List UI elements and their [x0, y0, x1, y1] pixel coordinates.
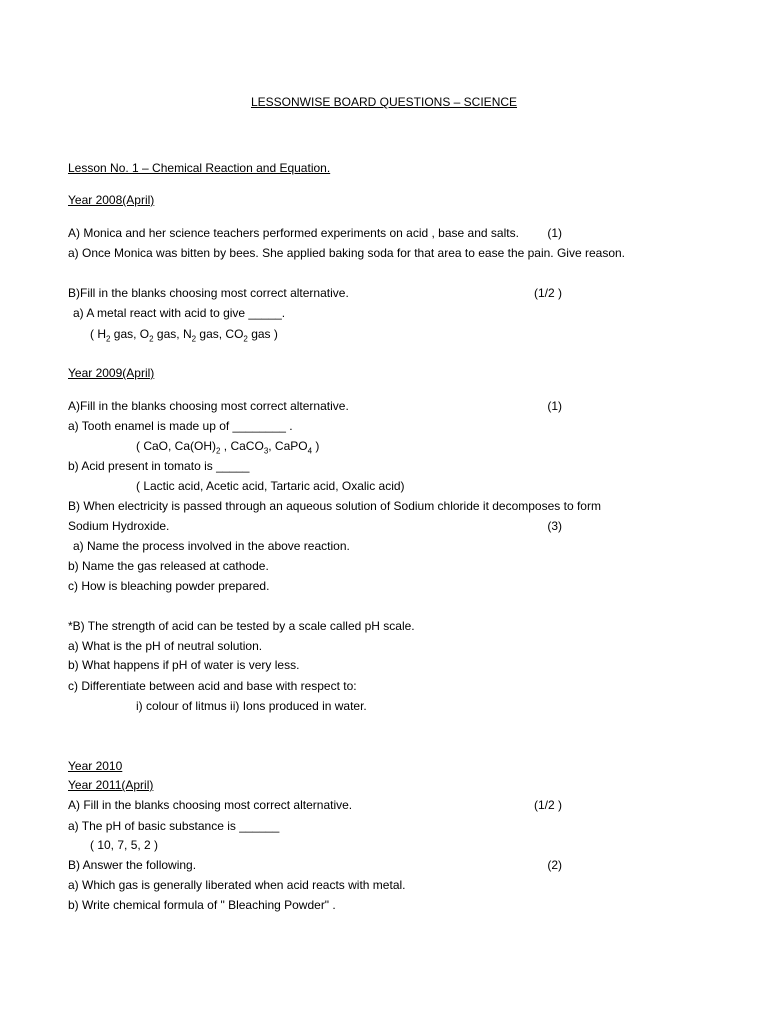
- marks-label: (3): [547, 519, 562, 533]
- page-title: LESSONWISE BOARD QUESTIONS – SCIENCE: [250, 95, 518, 109]
- question-line: [68, 517, 668, 535]
- lesson-heading: Lesson No. 1 – Chemical Reaction and Equation.: [68, 161, 331, 175]
- marks-label: (1): [547, 399, 562, 413]
- question-line: *B) The strength of acid can be tested by a scale called pH scale.: [68, 619, 415, 633]
- question-text: B)Fill in the blanks choosing most correct alternative.: [68, 286, 349, 300]
- year-2008-heading: Year 2008(April): [68, 193, 155, 207]
- options-line: ( 10, 7, 5, 2 ): [90, 838, 159, 852]
- marks-label: (1/2 ): [533, 798, 562, 812]
- question-text: A)Fill in the blanks choosing most correct alternative.: [68, 399, 349, 413]
- question-line: [68, 796, 668, 814]
- marks-label: (1/2 ): [533, 286, 562, 300]
- question-line: b) What happens if pH of water is very less.: [68, 658, 300, 672]
- marks-label: (2): [547, 858, 562, 872]
- question-line: b) Acid present in tomato is _____: [68, 459, 250, 473]
- question-line: c) How is bleaching powder prepared.: [68, 579, 270, 593]
- question-line: B) When electricity is passed through an aqueous solution of Sodium chloride it decomposes to form: [68, 499, 601, 513]
- year-2009-heading: Year 2009(April): [68, 366, 155, 380]
- question-line: a) Name the process involved in the above reaction.: [73, 539, 350, 553]
- question-text: B) Answer the following.: [68, 858, 197, 872]
- question-line: a) Tooth enamel is made up of ________ .: [68, 419, 293, 433]
- question-line: b) Write chemical formula of " Bleaching Powder" .: [68, 898, 336, 912]
- year-2011-heading: Year 2011(April): [68, 778, 154, 792]
- question-line: [68, 856, 668, 874]
- year-2010-heading: Year 2010: [68, 759, 123, 773]
- question-line: a) Which gas is generally liberated when acid reacts with metal.: [68, 878, 406, 892]
- question-line: a) The pH of basic substance is ______: [68, 819, 280, 833]
- marks-label: (1): [547, 226, 562, 240]
- question-text: A) Monica and her science teachers performed experiments on acid , base and salts.: [68, 226, 519, 240]
- options-line: ( CaO, $Ca(OH)_2$ , CaCO$_3$, CaPO$_4$ ): [136, 439, 320, 456]
- question-line: a) What is the pH of neutral solution.: [68, 639, 263, 653]
- question-text: A) Fill in the blanks choosing most correct alternative.: [68, 798, 353, 812]
- question-line: a) A metal react with acid to give _____.: [73, 306, 286, 320]
- question-line: [68, 284, 668, 302]
- options-line: ( Lactic acid, Acetic acid, Tartaric acid, Oxalic acid): [136, 479, 405, 493]
- question-line: c) Differentiate between acid and base with respect to:: [68, 679, 357, 693]
- question-line: [68, 397, 668, 415]
- question-text: Sodium Hydroxide.: [68, 519, 170, 533]
- options-line: i) colour of litmus ii) Ions produced in water.: [136, 699, 367, 713]
- options-line: ( $H_2$ gas, $O_2$ gas, $N_2$ gas, $CO_2$ gas ): [90, 327, 278, 344]
- question-line: [68, 224, 668, 242]
- question-line: a) Once Monica was bitten by bees. She applied baking soda for that area to ease the pain. Give reason.: [68, 246, 626, 260]
- question-line: b) Name the gas released at cathode.: [68, 559, 269, 573]
